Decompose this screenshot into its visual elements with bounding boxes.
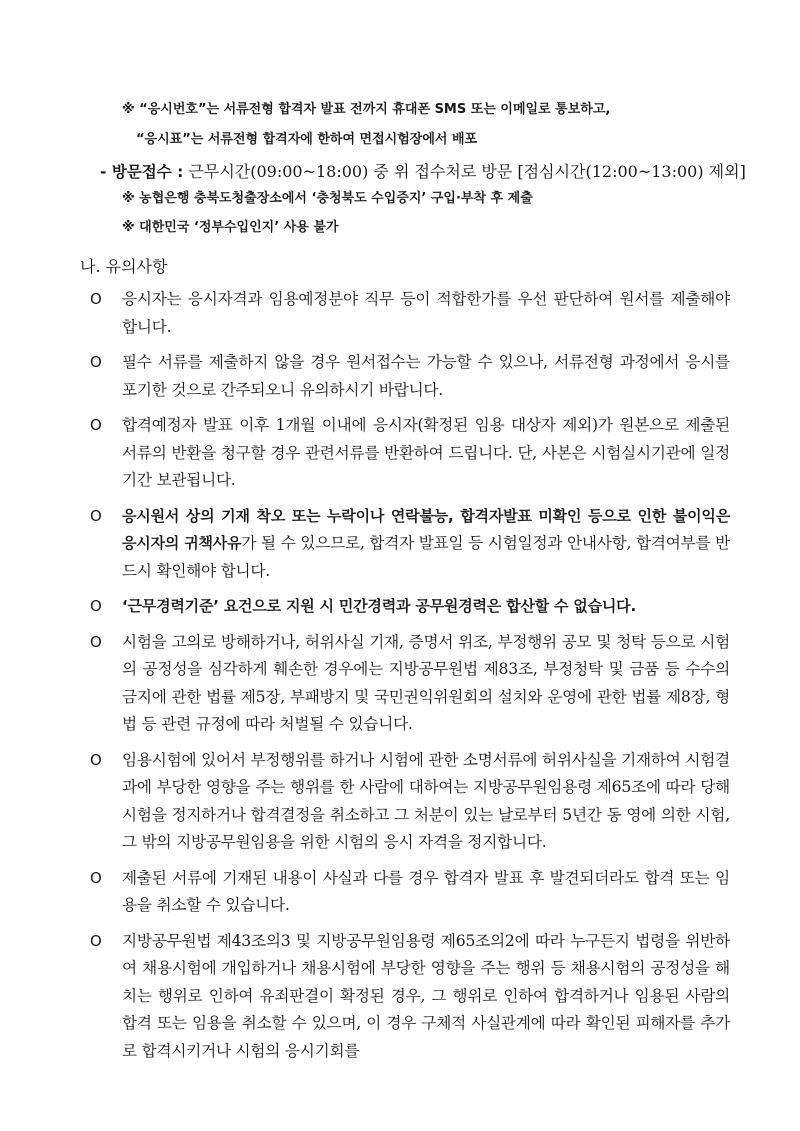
bullet-icon: O — [90, 290, 102, 308]
bullet-icon: O — [90, 506, 102, 525]
section-title: 나. 유의사항 — [80, 257, 168, 276]
list-item — [90, 503, 730, 586]
list-item — [90, 286, 730, 341]
bullet-icon: O — [90, 597, 102, 615]
exam-number-notice — [122, 95, 742, 155]
bullet-icon: O — [90, 353, 102, 371]
list-item — [90, 865, 730, 920]
bullet-icon: O — [90, 750, 102, 769]
visit-application-line — [100, 157, 746, 187]
visit-heading: - 방문접수 : — [100, 163, 184, 181]
visit-notes — [122, 184, 742, 242]
bullet-icon: O — [90, 632, 102, 651]
bullet-icon: O — [90, 868, 102, 887]
item-text: 필수 서류를 제출하지 않을 경우 원서접수는 가능할 수 있으나, 서류전형 과정에서 응시를 포기한 것으로 간주되오니 유의하시기 바랍니다. — [122, 353, 730, 399]
caution-list — [90, 286, 730, 1073]
list-item — [90, 928, 730, 1066]
note-line: ※ 농협은행 충북도청출장소에서 ‘충청북도 수입증지’ 구입·부착 후 제출 — [122, 191, 533, 206]
list-item — [90, 412, 730, 495]
list-item — [90, 629, 730, 739]
item-text: 제출된 서류에 기재된 내용이 사실과 다를 경우 합격자 발표 후 발견되더라도 합격 또는 임용을 취소할 수 있습니다. — [122, 868, 730, 914]
item-text: 시험을 고의로 방해하거나, 허위사실 기재, 증명서 위조, 부정행위 공모 및 청탁 등으로 시험의 공정성을 심각하게 훼손한 경우에는 지방공무원법 제83조, 부정청탁 및 금품 등 수수의 금지에 관한 법률 제5장, 부패방지 및 국민권익위원회의 설치와 운영에 관한 법률 제8장, 형법 등 관련 규정에 따라 처벌될 수 있습니다. — [122, 632, 730, 733]
list-item — [90, 747, 730, 857]
bullet-icon: O — [90, 416, 102, 434]
item-text: 합격예정자 발표 이후 1개월 이내에 응시자(확정된 임용 대상자 제외)가 원본으로 제출된 서류의 반환을 청구할 경우 관련서류를 반환하여 드립니다. 단, 사본은 시험실시기관에 일정기간 보관됩니다. — [122, 416, 730, 489]
item-text: 지방공무원법 제43조의3 및 지방공무원임용령 제65조의2에 따라 누구든지 법령을 위반하여 채용시험에 개입하거나 채용시험에 부당한 영향을 주는 행위 등 채용시험의 공정성을 해치는 행위로 인하여 유죄판결이 확정된 경우, 그 행위로 인하여 합격하거나 임용된 사람의 합격 또는 임용을 취소할 수 있으며, 이 경우 구체적 사실관계에 따라 확인된 피해자를 추가로 합격시키거나 시험의 응시기회를 — [122, 931, 730, 1060]
item-text-bold: ‘근무경력기준’ 요건으로 지원 시 민간경력과 공무원경력은 합산할 수 없습니다. — [122, 597, 636, 615]
note-line: “응시표”는 서류전형 합격자에 한하여 면접시험장에서 배포 — [136, 132, 478, 147]
bullet-icon: O — [90, 931, 102, 950]
visit-text: 근무시간(09:00~18:00) 중 위 접수처로 방문 [점심시간(12:00~13:00) 제외] — [183, 162, 746, 181]
item-text: 응시자는 응시자격과 임용예정분야 직무 등이 적합한가를 우선 판단하여 원서를 제출해야 합니다. — [122, 290, 730, 336]
item-text: 임용시험에 있어서 부정행위를 하거나 시험에 관한 소명서류에 허위사실을 기재하여 시험결과에 부당한 영향을 주는 행위를 한 사람에 대하여는 지방공무원임용령 제65조에 따라 당해 시험을 정지하거나 합격결정을 취소하고 그 처분이 있는 날로부터 5년간 동 영에 의한 시험, 그 밖의 지방공무원임용을 위한 시험의 응시 자격을 정지합니다. — [122, 750, 730, 851]
item-text: 가 될 수 있으므로, 합격자 발표일 등 시험일정과 안내사항, 합격여부를 반드시 확인해야 합니다. — [122, 534, 730, 580]
note-line: ※ 대한민국 ‘정부수입인지’ 사용 불가 — [122, 220, 339, 235]
list-item — [90, 349, 730, 404]
note-line: ※ “응시번호”는 서류전형 합격자 발표 전까지 휴대폰 SMS 또는 이메일로 통보하고, — [122, 102, 611, 117]
list-item — [90, 593, 730, 621]
item-text-bold: 응시원서 상의 기재 착오 또는 누락이나 연락불능, 합격자발표 미확인 등으로 인한 불이익은 응시자의 귀책사유 — [122, 506, 730, 552]
